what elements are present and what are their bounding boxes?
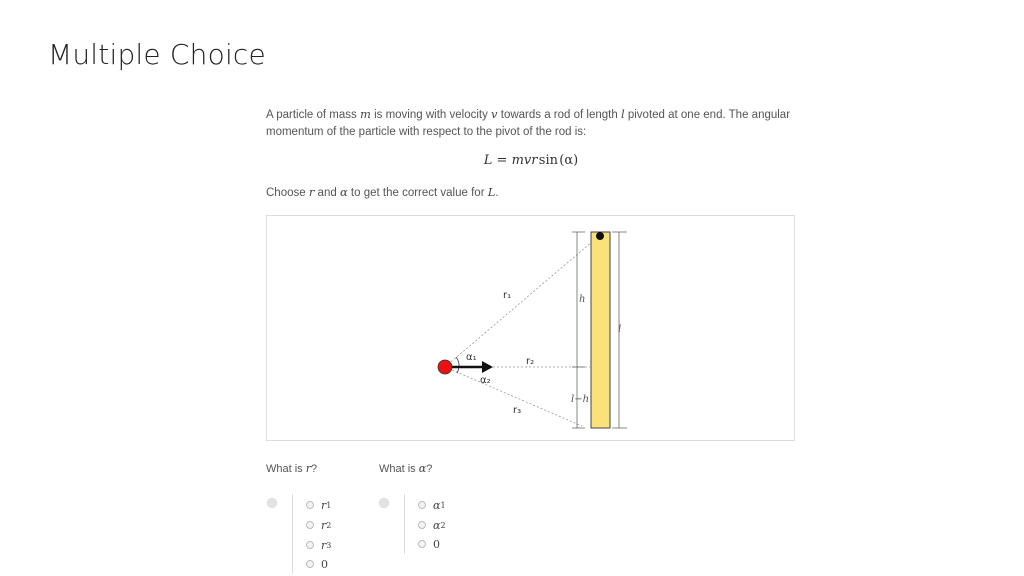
question-r-divider [292, 494, 293, 574]
equation-equals: = [492, 153, 512, 168]
question-alpha-label [379, 462, 432, 475]
radio-button[interactable] [306, 560, 314, 568]
radio-button[interactable] [418, 540, 426, 548]
radio-button[interactable] [306, 501, 314, 509]
option-r3[interactable] [306, 537, 331, 553]
option-r2[interactable] [306, 517, 331, 533]
question-suffix: ? [426, 463, 433, 475]
question-alpha-divider [404, 494, 405, 554]
instruction-part: to get the correct value for [350, 187, 485, 199]
radio-button[interactable] [418, 501, 426, 509]
radio-button[interactable] [418, 521, 426, 529]
l-minus-h-label: l−h [571, 394, 590, 405]
angular-momentum-equation [266, 153, 796, 168]
question-symbol: α [418, 462, 427, 475]
instruction-text [266, 185, 796, 199]
option-sub: 2 [440, 520, 446, 530]
equation-rhs: mvr [511, 153, 538, 168]
option-alpha-zero[interactable] [418, 536, 440, 552]
option-alpha2[interactable] [418, 517, 446, 533]
radio-button[interactable] [306, 521, 314, 529]
equation-function: sin [538, 153, 558, 168]
problem-statement [266, 106, 796, 141]
diagram-svg [267, 216, 796, 442]
option-base: r [321, 518, 327, 532]
option-base: r [321, 498, 327, 512]
option-base: r [321, 538, 327, 552]
particle [438, 360, 452, 374]
problem-text: towards a rod of length [500, 109, 618, 121]
problem-text: A particle of mass [266, 109, 357, 121]
option-sub: 3 [326, 540, 332, 550]
question-suffix: ? [311, 463, 318, 475]
equation-argument: (α) [559, 153, 579, 168]
problem-text: pivoted at one end. The angular momentum of the particle with respect to the pivot of the rod is: [266, 109, 791, 138]
option-base: 0 [433, 537, 440, 551]
r3-line [445, 367, 582, 426]
length-symbol: l [620, 107, 625, 121]
instruction-part: . [495, 187, 499, 199]
alpha-symbol: α [339, 185, 348, 199]
question-prefix: What is [266, 463, 303, 475]
question-symbol: r [305, 462, 312, 475]
question-r-label [266, 462, 317, 475]
option-r1[interactable] [306, 497, 331, 513]
alpha1-label: α₁ [466, 352, 477, 363]
option-base: 0 [321, 557, 328, 571]
r3-label: r₃ [513, 405, 522, 416]
pivot-point [596, 232, 604, 240]
r1-label: r₁ [503, 290, 512, 301]
instruction-part: and [317, 187, 337, 199]
option-base: α [433, 518, 441, 532]
velocity-arrowhead [482, 361, 493, 373]
alpha1-arc [456, 357, 459, 367]
rod-particle-diagram [266, 215, 795, 441]
r2-label: r₂ [526, 356, 535, 367]
radio-button[interactable] [306, 541, 314, 549]
option-base: α [433, 498, 441, 512]
equation-lhs: L [483, 153, 493, 168]
rod [591, 232, 610, 428]
velocity-symbol: v [491, 107, 498, 121]
option-alpha1[interactable] [418, 497, 446, 513]
problem-text: is moving with velocity [374, 109, 488, 121]
L-symbol: L [487, 185, 496, 199]
option-sub: 1 [326, 500, 332, 510]
l-label: l [618, 324, 622, 335]
option-r-zero[interactable] [306, 556, 328, 572]
alpha2-label: α₂ [480, 375, 491, 386]
h-label: h [579, 294, 586, 305]
option-sub: 1 [440, 500, 446, 510]
instruction-part: Choose [266, 187, 306, 199]
question-prefix: What is [379, 463, 416, 475]
question-alpha-group-radio[interactable] [379, 498, 389, 508]
slide-title: Multiple Choice [48, 38, 266, 71]
r-symbol: r [308, 185, 315, 199]
mass-symbol: m [359, 107, 371, 121]
question-r-group-radio[interactable] [267, 498, 277, 508]
option-sub: 2 [326, 520, 332, 530]
